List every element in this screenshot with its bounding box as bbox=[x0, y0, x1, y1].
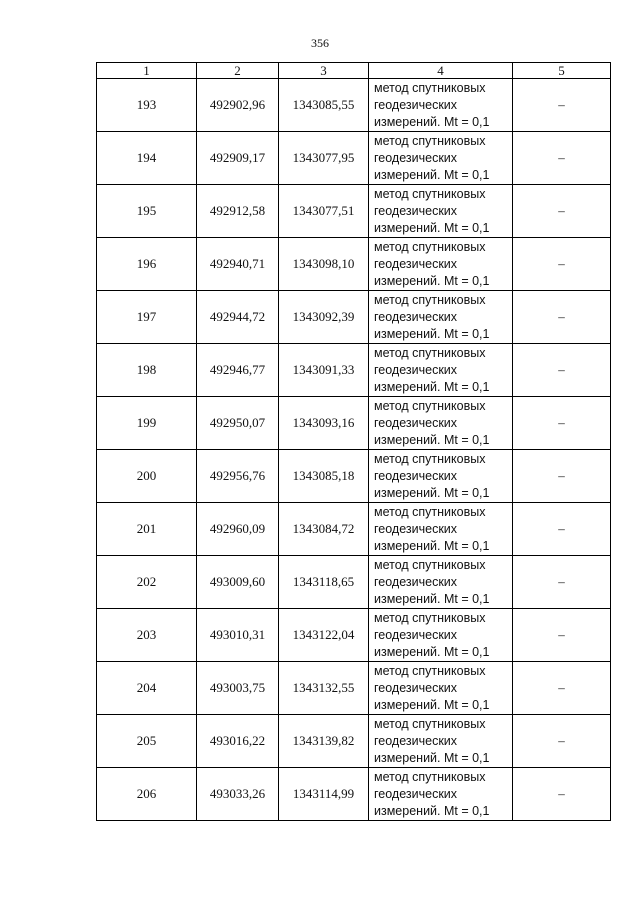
method-line: измерений. Mt = 0,1 bbox=[374, 644, 490, 659]
method-cell bbox=[369, 291, 513, 344]
table-row bbox=[97, 450, 611, 503]
table-row bbox=[97, 503, 611, 556]
method-cell bbox=[369, 715, 513, 768]
method-line: геодезических bbox=[374, 97, 458, 112]
x-coordinate-cell: 492912,58 bbox=[197, 185, 279, 238]
x-coordinate-cell: 492940,71 bbox=[197, 238, 279, 291]
method-line: измерений. Mt = 0,1 bbox=[374, 273, 490, 288]
point-number-cell: 199 bbox=[97, 397, 197, 450]
table-row bbox=[97, 291, 611, 344]
method-line: геодезических bbox=[374, 786, 458, 801]
note-cell: – bbox=[513, 238, 611, 291]
method-line: метод спутниковых bbox=[374, 80, 486, 95]
method-line: измерений. Mt = 0,1 bbox=[374, 220, 490, 235]
method-line: метод спутниковых bbox=[374, 557, 486, 572]
method-line: метод спутниковых bbox=[374, 769, 486, 784]
table-header-row bbox=[97, 63, 611, 79]
method-line: измерений. Mt = 0,1 bbox=[374, 697, 490, 712]
table-row bbox=[97, 238, 611, 291]
method-line: метод спутниковых bbox=[374, 504, 486, 519]
column-header-4: 4 bbox=[369, 63, 513, 79]
column-header-1: 1 bbox=[97, 63, 197, 79]
column-header-5: 5 bbox=[513, 63, 611, 79]
method-line: метод спутниковых bbox=[374, 398, 486, 413]
point-number-cell: 200 bbox=[97, 450, 197, 503]
note-cell: – bbox=[513, 344, 611, 397]
table-row bbox=[97, 556, 611, 609]
method-cell bbox=[369, 185, 513, 238]
y-coordinate-cell: 1343085,55 bbox=[279, 79, 369, 132]
method-line: измерений. Mt = 0,1 bbox=[374, 803, 490, 818]
method-line: геодезических bbox=[374, 256, 458, 271]
y-coordinate-cell: 1343077,51 bbox=[279, 185, 369, 238]
method-cell bbox=[369, 344, 513, 397]
y-coordinate-cell: 1343091,33 bbox=[279, 344, 369, 397]
method-line: геодезических bbox=[374, 574, 458, 589]
note-cell: – bbox=[513, 397, 611, 450]
y-coordinate-cell: 1343118,65 bbox=[279, 556, 369, 609]
note-cell: – bbox=[513, 609, 611, 662]
note-cell: – bbox=[513, 715, 611, 768]
method-cell bbox=[369, 556, 513, 609]
x-coordinate-cell: 492960,09 bbox=[197, 503, 279, 556]
table-row bbox=[97, 344, 611, 397]
method-line: измерений. Mt = 0,1 bbox=[374, 114, 490, 129]
note-cell: – bbox=[513, 79, 611, 132]
table-row bbox=[97, 768, 611, 821]
note-cell: – bbox=[513, 185, 611, 238]
x-coordinate-cell: 492956,76 bbox=[197, 450, 279, 503]
method-line: метод спутниковых bbox=[374, 716, 486, 731]
page-number: 356 bbox=[311, 36, 329, 50]
method-line: геодезических bbox=[374, 415, 458, 430]
method-line: геодезических bbox=[374, 733, 458, 748]
coordinates-table bbox=[96, 62, 611, 821]
y-coordinate-cell: 1343093,16 bbox=[279, 397, 369, 450]
method-cell bbox=[369, 132, 513, 185]
x-coordinate-cell: 492902,96 bbox=[197, 79, 279, 132]
note-cell: – bbox=[513, 450, 611, 503]
x-coordinate-cell: 493003,75 bbox=[197, 662, 279, 715]
method-cell bbox=[369, 503, 513, 556]
y-coordinate-cell: 1343098,10 bbox=[279, 238, 369, 291]
point-number-cell: 202 bbox=[97, 556, 197, 609]
method-line: геодезических bbox=[374, 150, 458, 165]
method-line: измерений. Mt = 0,1 bbox=[374, 167, 490, 182]
method-line: геодезических bbox=[374, 468, 458, 483]
method-line: измерений. Mt = 0,1 bbox=[374, 326, 490, 341]
point-number-cell: 206 bbox=[97, 768, 197, 821]
table-body bbox=[97, 79, 611, 821]
point-number-cell: 205 bbox=[97, 715, 197, 768]
x-coordinate-cell: 492909,17 bbox=[197, 132, 279, 185]
point-number-cell: 201 bbox=[97, 503, 197, 556]
method-line: метод спутниковых bbox=[374, 345, 486, 360]
table-row bbox=[97, 715, 611, 768]
column-header-3: 3 bbox=[279, 63, 369, 79]
y-coordinate-cell: 1343092,39 bbox=[279, 291, 369, 344]
point-number-cell: 197 bbox=[97, 291, 197, 344]
x-coordinate-cell: 493033,26 bbox=[197, 768, 279, 821]
x-coordinate-cell: 492950,07 bbox=[197, 397, 279, 450]
method-cell bbox=[369, 238, 513, 291]
x-coordinate-cell: 492946,77 bbox=[197, 344, 279, 397]
point-number-cell: 204 bbox=[97, 662, 197, 715]
y-coordinate-cell: 1343077,95 bbox=[279, 132, 369, 185]
note-cell: – bbox=[513, 768, 611, 821]
method-line: измерений. Mt = 0,1 bbox=[374, 379, 490, 394]
point-number-cell: 198 bbox=[97, 344, 197, 397]
y-coordinate-cell: 1343114,99 bbox=[279, 768, 369, 821]
note-cell: – bbox=[513, 291, 611, 344]
method-line: геодезических bbox=[374, 362, 458, 377]
y-coordinate-cell: 1343122,04 bbox=[279, 609, 369, 662]
method-line: метод спутниковых bbox=[374, 451, 486, 466]
x-coordinate-cell: 493010,31 bbox=[197, 609, 279, 662]
column-header-2: 2 bbox=[197, 63, 279, 79]
method-cell bbox=[369, 662, 513, 715]
method-line: геодезических bbox=[374, 309, 458, 324]
point-number-cell: 196 bbox=[97, 238, 197, 291]
note-cell: – bbox=[513, 662, 611, 715]
method-line: измерений. Mt = 0,1 bbox=[374, 538, 490, 553]
method-line: метод спутниковых bbox=[374, 610, 486, 625]
x-coordinate-cell: 493009,60 bbox=[197, 556, 279, 609]
table-row bbox=[97, 397, 611, 450]
table-row bbox=[97, 185, 611, 238]
method-line: геодезических bbox=[374, 680, 458, 695]
method-cell bbox=[369, 768, 513, 821]
y-coordinate-cell: 1343084,72 bbox=[279, 503, 369, 556]
table-row bbox=[97, 79, 611, 132]
y-coordinate-cell: 1343139,82 bbox=[279, 715, 369, 768]
table-row bbox=[97, 132, 611, 185]
x-coordinate-cell: 492944,72 bbox=[197, 291, 279, 344]
method-line: геодезических bbox=[374, 627, 458, 642]
method-line: измерений. Mt = 0,1 bbox=[374, 432, 490, 447]
point-number-cell: 195 bbox=[97, 185, 197, 238]
method-cell bbox=[369, 397, 513, 450]
table-row bbox=[97, 662, 611, 715]
note-cell: – bbox=[513, 132, 611, 185]
method-line: метод спутниковых bbox=[374, 239, 486, 254]
method-line: метод спутниковых bbox=[374, 133, 486, 148]
y-coordinate-cell: 1343085,18 bbox=[279, 450, 369, 503]
method-line: измерений. Mt = 0,1 bbox=[374, 750, 490, 765]
method-cell bbox=[369, 450, 513, 503]
method-line: метод спутниковых bbox=[374, 292, 486, 307]
method-line: геодезических bbox=[374, 521, 458, 536]
method-line: метод спутниковых bbox=[374, 186, 486, 201]
method-line: метод спутниковых bbox=[374, 663, 486, 678]
point-number-cell: 193 bbox=[97, 79, 197, 132]
method-line: измерений. Mt = 0,1 bbox=[374, 485, 490, 500]
note-cell: – bbox=[513, 556, 611, 609]
table-row bbox=[97, 609, 611, 662]
point-number-cell: 194 bbox=[97, 132, 197, 185]
x-coordinate-cell: 493016,22 bbox=[197, 715, 279, 768]
method-line: измерений. Mt = 0,1 bbox=[374, 591, 490, 606]
note-cell: – bbox=[513, 503, 611, 556]
point-number-cell: 203 bbox=[97, 609, 197, 662]
method-line: геодезических bbox=[374, 203, 458, 218]
method-cell bbox=[369, 609, 513, 662]
y-coordinate-cell: 1343132,55 bbox=[279, 662, 369, 715]
method-cell bbox=[369, 79, 513, 132]
